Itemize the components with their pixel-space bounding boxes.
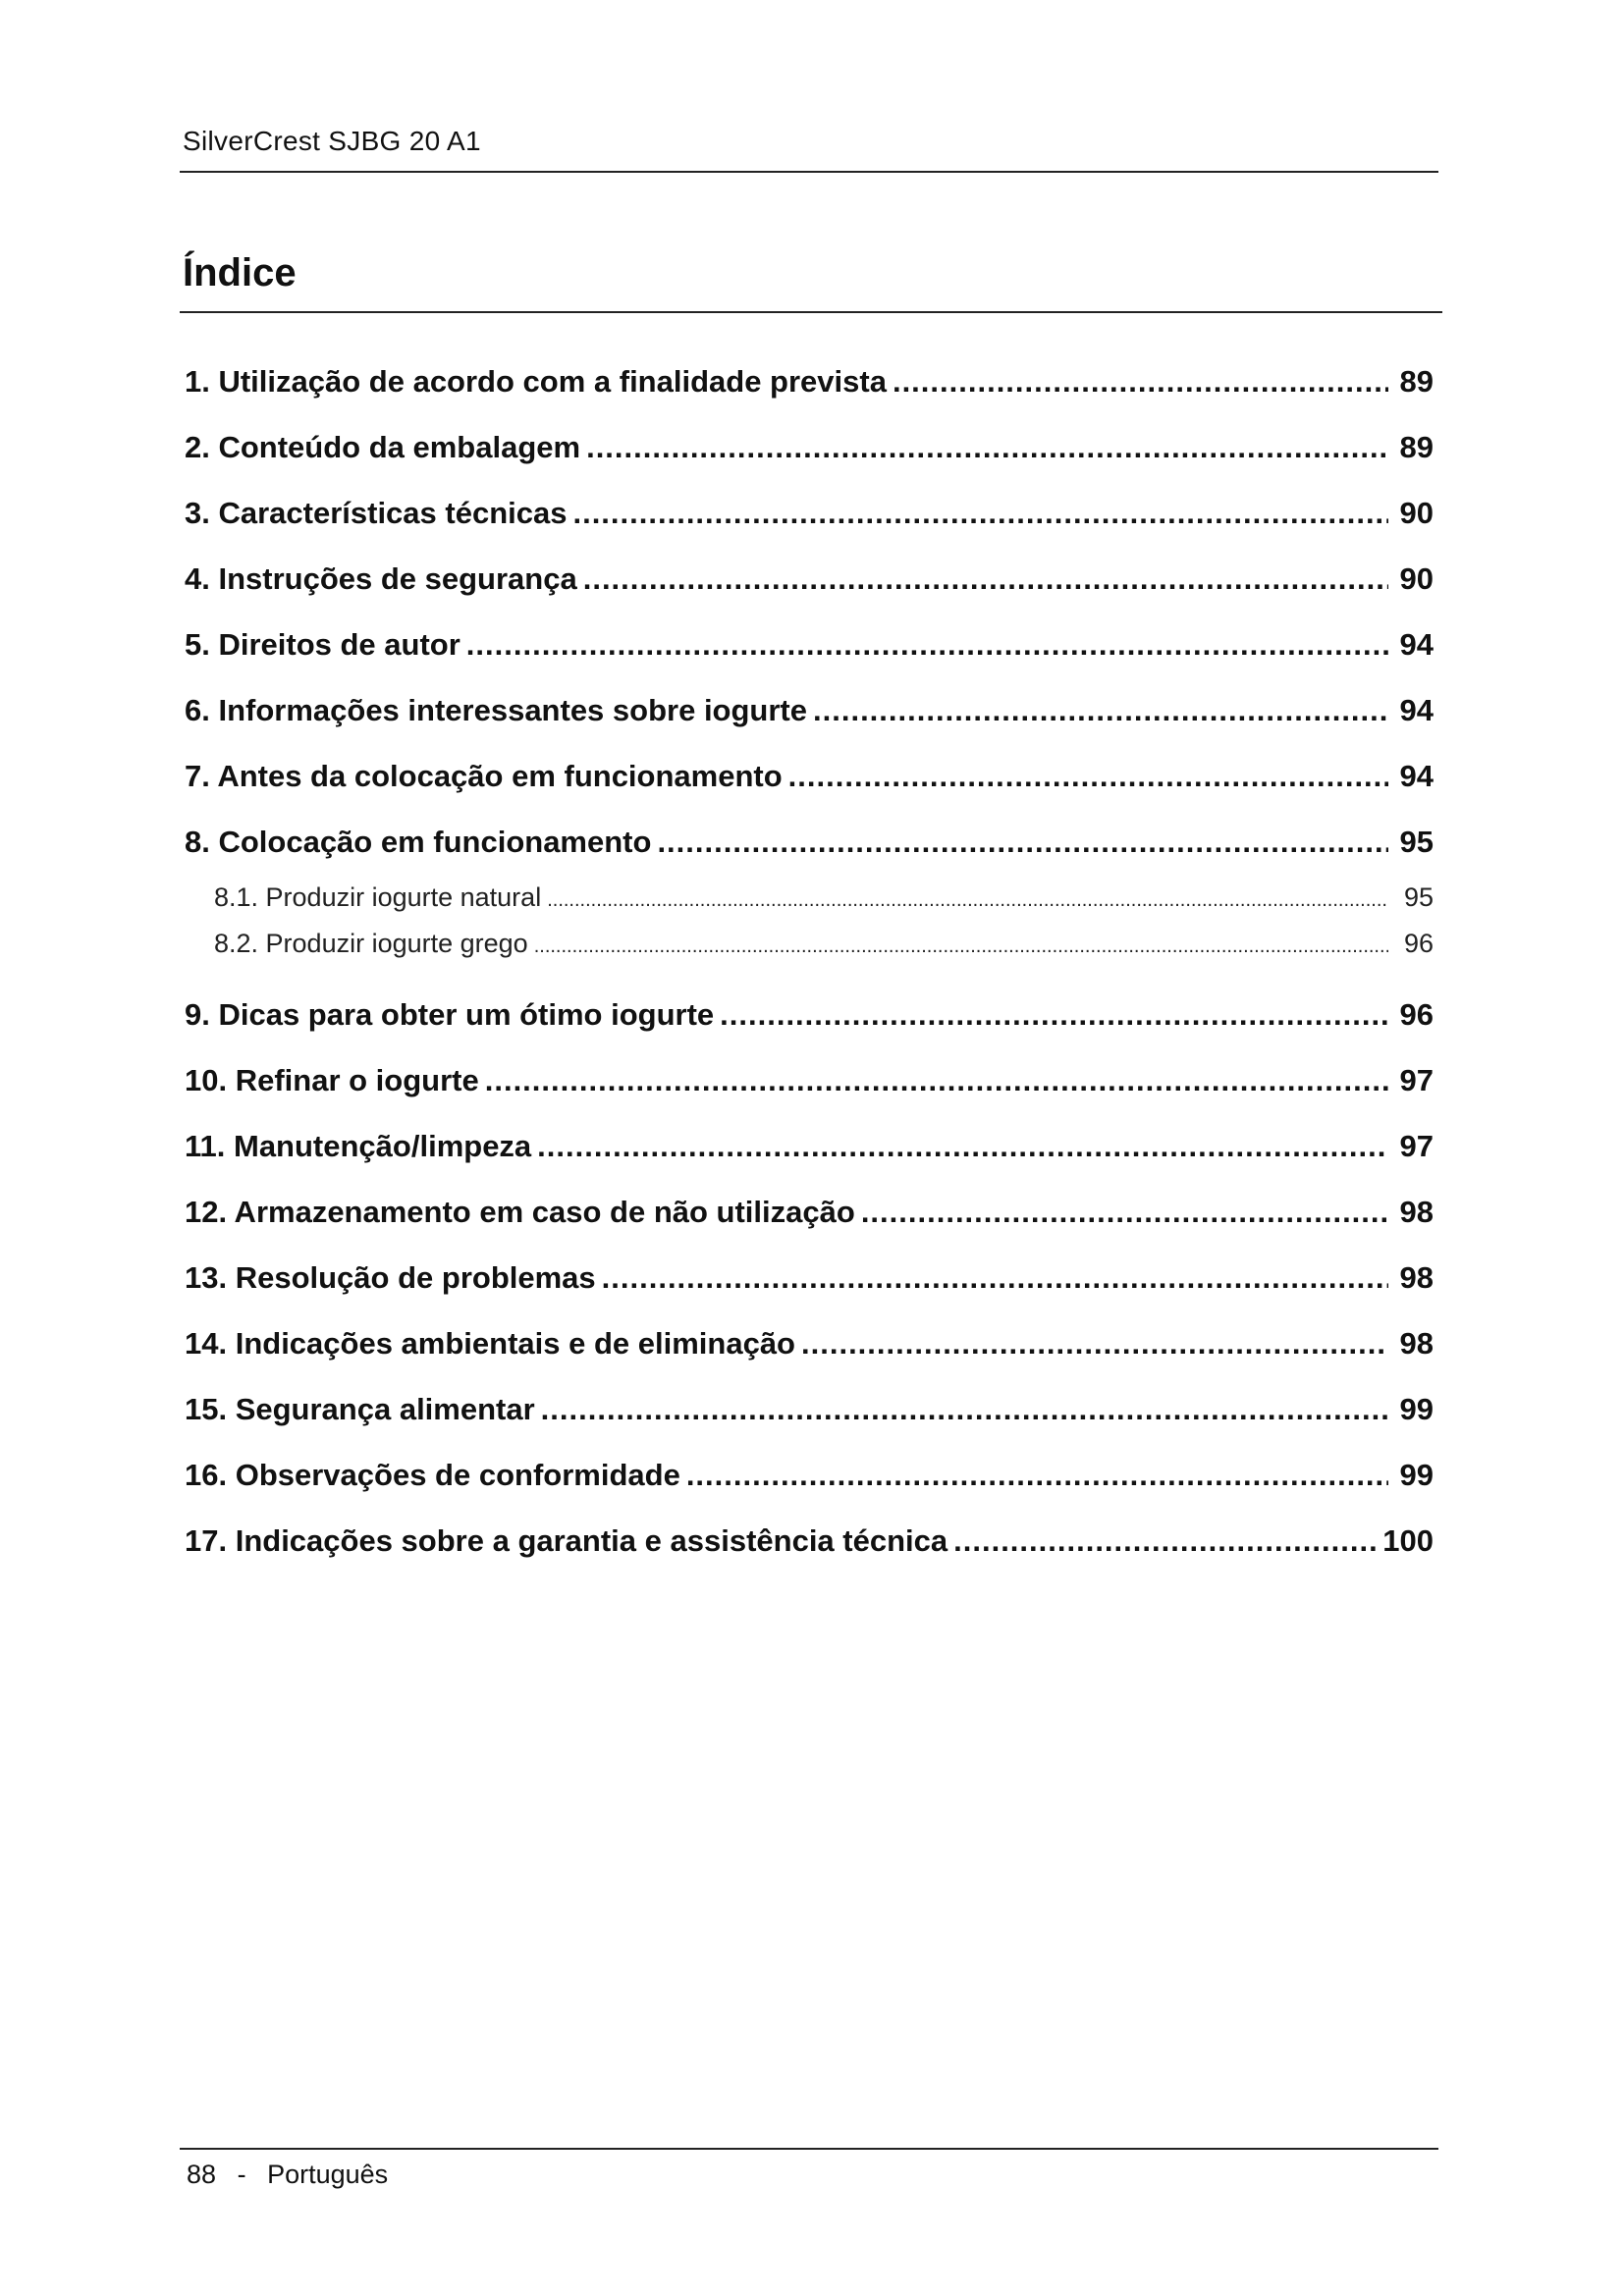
toc-dot-leader <box>801 1321 1388 1366</box>
toc-entry-page: 89 <box>1399 430 1434 464</box>
toc-entry-page: 95 <box>1399 825 1434 859</box>
toc-dot-leader <box>586 425 1388 470</box>
toc-dot-leader <box>813 688 1388 733</box>
toc-entry-title: 8.2. Produzir iogurte grego <box>214 929 528 958</box>
toc-entry[interactable] <box>185 1387 1434 1453</box>
toc-entry-title: 14. Indicações ambientais e de eliminação <box>185 1326 795 1361</box>
toc-entry[interactable] <box>185 425 1434 491</box>
toc-entry-page: 89 <box>1399 364 1434 399</box>
table-of-contents <box>185 359 1434 1584</box>
toc-entry-title: 11. Manutenção/limpeza <box>185 1129 532 1163</box>
toc-dot-leader <box>657 820 1388 865</box>
toc-entry-title: 13. Resolução de problemas <box>185 1260 596 1295</box>
toc-entry[interactable] <box>185 1058 1434 1124</box>
toc-entry[interactable] <box>185 1321 1434 1387</box>
toc-entry-title: 5. Direitos de autor <box>185 627 460 662</box>
toc-subentry[interactable] <box>185 881 1434 927</box>
toc-entry-page: 100 <box>1382 1523 1434 1558</box>
page-title: Índice <box>183 251 297 294</box>
toc-entry-title: 3. Características técnicas <box>185 496 568 530</box>
toc-entry-page: 97 <box>1399 1129 1434 1163</box>
toc-entry[interactable] <box>185 754 1434 820</box>
toc-entry-title: 10. Refinar o iogurte <box>185 1063 479 1097</box>
toc-entry-title: 6. Informações interessantes sobre iogurte <box>185 693 807 727</box>
toc-entry[interactable] <box>185 491 1434 557</box>
footer-page-number: 88 <box>187 2160 217 2189</box>
toc-dot-leader <box>686 1453 1388 1498</box>
toc-entry-page: 94 <box>1399 693 1434 727</box>
toc-dot-leader <box>788 754 1388 799</box>
header-divider <box>180 171 1438 173</box>
toc-entry-page: 95 <box>1403 882 1434 912</box>
toc-dot-leader <box>534 930 1388 963</box>
toc-entry-page: 99 <box>1399 1392 1434 1426</box>
toc-dot-leader <box>861 1190 1388 1235</box>
toc-entry[interactable] <box>185 1255 1434 1321</box>
footer-divider <box>180 2148 1438 2150</box>
toc-entry[interactable] <box>185 359 1434 425</box>
toc-entry-page: 98 <box>1399 1195 1434 1229</box>
toc-entry-title: 7. Antes da colocação em funcionamento <box>185 759 783 793</box>
toc-dot-leader <box>485 1058 1388 1103</box>
toc-dot-leader <box>583 557 1388 602</box>
toc-entry-title: 15. Segurança alimentar <box>185 1392 535 1426</box>
toc-entry-title: 8. Colocação em funcionamento <box>185 825 652 859</box>
running-header: SilverCrest SJBG 20 A1 <box>183 126 481 156</box>
toc-entry-title: 17. Indicações sobre a garantia e assistência técnica <box>185 1523 948 1558</box>
toc-entry-page: 99 <box>1399 1458 1434 1492</box>
toc-dot-leader <box>893 359 1388 404</box>
toc-entry[interactable] <box>185 1190 1434 1255</box>
toc-entry-page: 94 <box>1399 627 1434 662</box>
toc-entry[interactable] <box>185 1519 1434 1584</box>
toc-entry-title: 1. Utilização de acordo com a finalidade prevista <box>185 364 887 399</box>
toc-dot-leader <box>547 883 1388 917</box>
page-footer <box>187 2160 388 2190</box>
toc-dot-leader <box>602 1255 1388 1301</box>
toc-entry-page: 94 <box>1399 759 1434 793</box>
toc-entry-page: 98 <box>1399 1260 1434 1295</box>
toc-entry-page: 96 <box>1403 929 1434 958</box>
toc-entry-page: 96 <box>1399 997 1434 1032</box>
toc-entry-page: 98 <box>1399 1326 1434 1361</box>
toc-dot-leader <box>953 1519 1377 1564</box>
toc-entry-page: 97 <box>1399 1063 1434 1097</box>
toc-dot-leader <box>537 1124 1388 1169</box>
toc-entry-title: 8.1. Produzir iogurte natural <box>214 882 542 912</box>
toc-dot-leader <box>720 992 1388 1038</box>
title-divider <box>180 311 1442 313</box>
toc-entry-page: 90 <box>1399 496 1434 530</box>
toc-entry-title: 9. Dicas para obter um ótimo iogurte <box>185 997 715 1032</box>
toc-entry[interactable] <box>185 688 1434 754</box>
toc-entry[interactable] <box>185 1124 1434 1190</box>
toc-subentry[interactable] <box>185 927 1434 973</box>
toc-dot-leader <box>466 622 1388 667</box>
toc-entry-title: 12. Armazenamento em caso de não utilização <box>185 1195 855 1229</box>
toc-dot-leader <box>541 1387 1388 1432</box>
toc-entry[interactable] <box>185 557 1434 622</box>
toc-entry-title: 4. Instruções de segurança <box>185 561 577 596</box>
toc-entry-page: 90 <box>1399 561 1434 596</box>
toc-entry[interactable] <box>185 1453 1434 1519</box>
footer-separator: - <box>237 2160 246 2189</box>
toc-dot-leader <box>572 491 1388 536</box>
toc-entry[interactable] <box>185 820 1434 885</box>
toc-entry[interactable] <box>185 622 1434 688</box>
footer-language: Português <box>267 2160 389 2189</box>
toc-entry-title: 16. Observações de conformidade <box>185 1458 680 1492</box>
toc-entry[interactable] <box>185 992 1434 1058</box>
toc-entry-title: 2. Conteúdo da embalagem <box>185 430 581 464</box>
